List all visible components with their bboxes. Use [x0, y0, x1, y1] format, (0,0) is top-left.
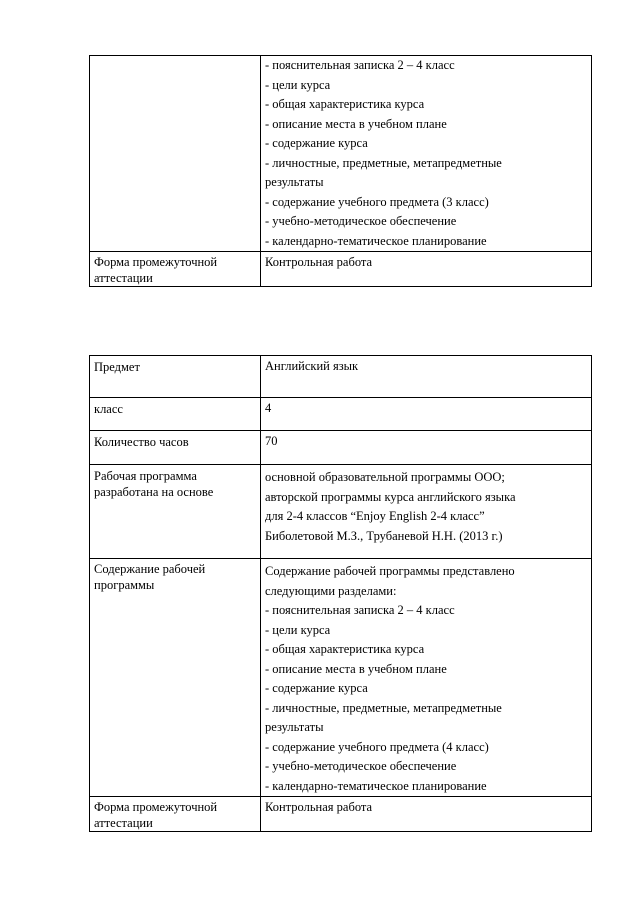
content-line: результаты [265, 720, 324, 734]
program-label-line: Рабочая программа [94, 469, 197, 483]
content-line: - личностные, предметные, метапредметные [265, 700, 502, 715]
content-line: - содержание курса [265, 136, 368, 150]
content-label-cell [90, 56, 261, 252]
content-line: Содержание рабочей программы представлено [265, 564, 515, 578]
attestation-label-line: аттестации [94, 271, 153, 285]
attestation-value: Контрольная работа [261, 797, 592, 832]
program-label-cell [90, 465, 261, 559]
subject-label: Предмет [90, 356, 261, 398]
attestation-label-line: Форма промежуточной [94, 255, 218, 269]
attestation-label-line: Форма промежуточной [94, 800, 218, 814]
content-line: - цели курса [265, 77, 331, 92]
table-row-subject [90, 356, 592, 398]
content-label-cell [90, 559, 261, 797]
subject-value: Английский язык [261, 356, 592, 398]
class-value: 4 [261, 398, 592, 431]
table-row-class [90, 398, 592, 431]
content-line: следующими разделами: [265, 583, 397, 598]
table-row-attestation [90, 252, 592, 287]
content-line: - личностные, предметные, метапредметные [265, 155, 502, 170]
content-label-line: программы [94, 578, 155, 592]
program-value-cell [261, 465, 592, 559]
program-value-line: для 2-4 классов “Enjoy English 2-4 класс” [265, 509, 485, 523]
table-row-program-basis [90, 465, 592, 559]
attestation-label-line: аттестации [94, 816, 153, 830]
content-value-cell [261, 559, 592, 797]
content-line: - пояснительная записка 2 – 4 класс [265, 58, 455, 72]
table-row-attestation [90, 797, 592, 832]
content-line: - общая характеристика курса [265, 642, 425, 656]
content-line: - учебно-методическое обеспечение [265, 759, 457, 773]
content-line: - общая характеристика курса [265, 97, 425, 111]
content-line: - учебно-методическое обеспечение [265, 214, 457, 228]
content-line: - цели курса [265, 622, 331, 637]
content-line: - описание места в учебном плане [265, 116, 447, 131]
table-row-hours [90, 431, 592, 465]
content-value-cell [261, 56, 592, 252]
content-line: - календарно-тематическое планирование [265, 778, 487, 793]
content-line: - календарно-тематическое планирование [265, 233, 487, 248]
content-line: - содержание учебного предмета (4 класс) [265, 739, 489, 754]
program-value-line: Биболетовой М.З., Трубаневой Н.Н. (2013 г.) [265, 528, 503, 543]
program-label-line: разработана на основе [94, 485, 214, 499]
attestation-label-cell [90, 252, 261, 287]
attestation-value: Контрольная работа [261, 252, 592, 287]
curriculum-table-grade-4 [89, 355, 592, 832]
curriculum-table-grade-3-continued [89, 55, 592, 287]
class-label: класс [90, 398, 261, 431]
content-line: - пояснительная записка 2 – 4 класс [265, 603, 455, 617]
content-line: - содержание курса [265, 681, 368, 695]
table-row-content [90, 56, 592, 252]
program-value-line: авторской программы курса английского языка [265, 489, 516, 504]
attestation-label-cell [90, 797, 261, 832]
table-row-content [90, 559, 592, 797]
hours-label: Количество часов [90, 431, 261, 465]
content-line: результаты [265, 175, 324, 189]
content-line: - содержание учебного предмета (3 класс) [265, 194, 489, 209]
hours-value: 70 [261, 431, 592, 465]
content-label-line: Содержание рабочей [94, 562, 206, 576]
content-line: - описание места в учебном плане [265, 661, 447, 676]
program-value-line: основной образовательной программы ООО; [265, 470, 505, 484]
